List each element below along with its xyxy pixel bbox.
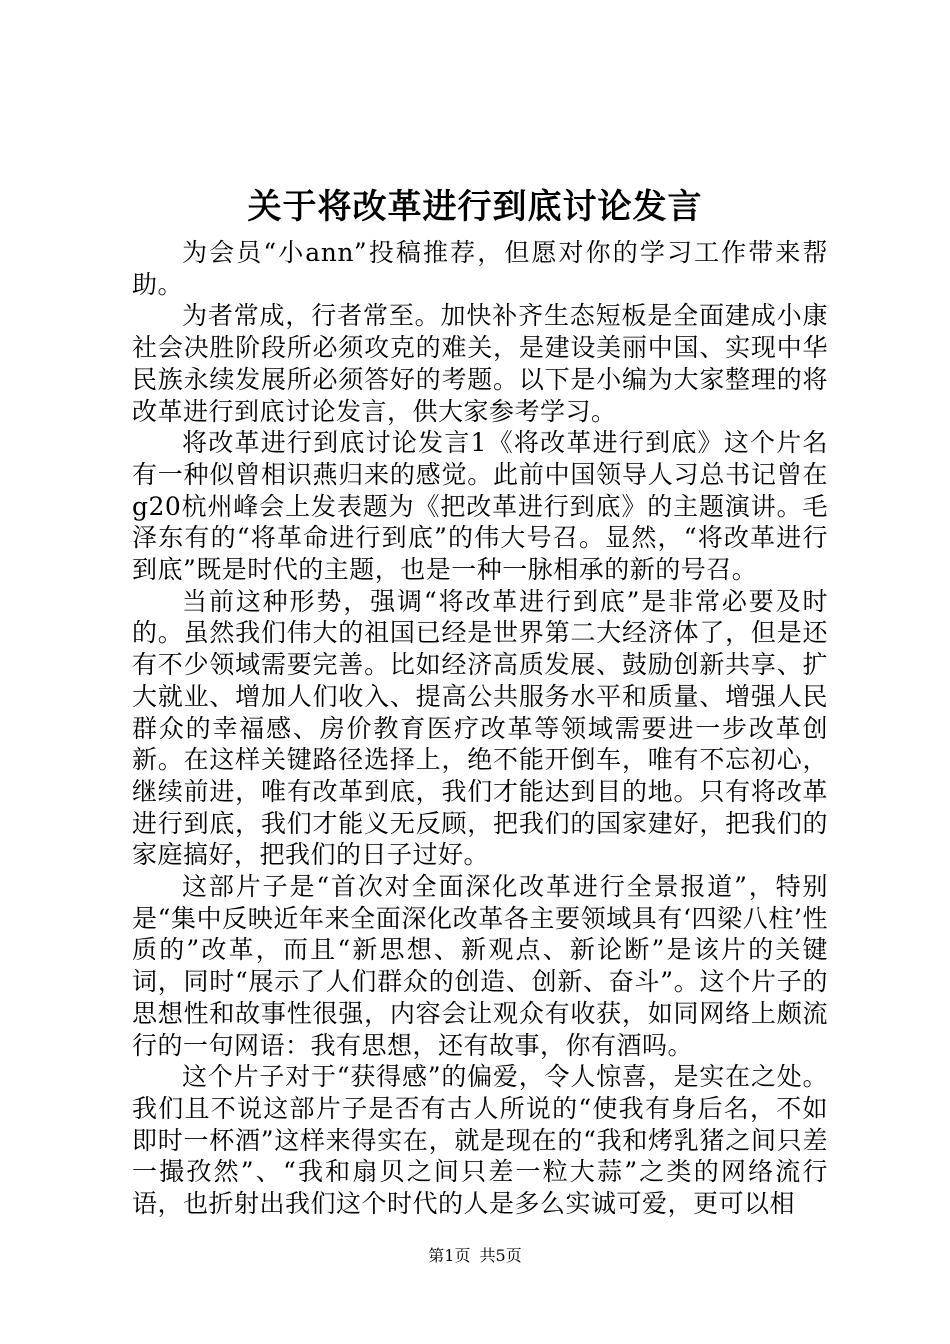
page-footer	[0, 1244, 950, 1268]
page-number: 第1页	[428, 1246, 471, 1265]
paragraph: 这个片子对于“获得感”的偏爱，令人惊喜，是实在之处。我们且不说这部片子是否有古人所说的“使我有身后名，不如即时一杯酒”这样来得实在，就是现在的“我和烤乳猪之间只差一撮孜然”、“我和扇贝之间只差一粒大蒜”之类的网络流行语，也折射出我们这个时代的人是多么实诚可爱，更可以相	[132, 1062, 828, 1219]
paragraph: 为会员“小ann”投稿推荐，但愿对你的学习工作带来帮助。	[132, 238, 828, 299]
document-title: 关于将改革进行到底讨论发言	[247, 187, 703, 227]
page-total: 共5页	[479, 1246, 522, 1265]
paragraph: 当前这种形势，强调“将改革进行到底”是非常必要及时的。虽然我们伟大的祖国已经是世界第二大经济体了，但是还有不少领域需要完善。比如经济高质发展、鼓励创新共享、扩大就业、增加人们收入、提高公共服务水平和质量、增强人民群众的幸福感、房价教育医疗改革等领域需要进一步改革创新。在这样关键路径选择上，绝不能开倒车，唯有不忘初心，继续前进，唯有改革到底，我们才能达到目的地。只有将改革进行到底，我们才能义无反顾，把我们的国家建好，把我们的家庭搞好，把我们的日子过好。	[132, 586, 828, 870]
document-body	[132, 237, 828, 1220]
paragraph: 将改革进行到底讨论发言1《将改革进行到底》这个片名有一种似曾相识燕归来的感觉。此前中国领导人习总书记曾在g20杭州峰会上发表题为《把改革进行到底》的主题演讲。毛泽东有的“将革命进行到底”的伟大号召。显然，“将改革进行到底”既是时代的主题，也是一种一脉相承的新的号召。	[132, 428, 828, 585]
paragraph: 这部片子是“首次对全面深化改革进行全景报道”，特别是“集中反映近年来全面深化改革各主要领域具有‘四梁八柱’性质的”改革，而且“新思想、新观点、新论断”是该片的关键词，同时“展示了人们群众的创造、创新、奋斗”。这个片子的思想性和故事性很强，内容会让观众有收获，如同网络上颇流行的一句网语：我有思想，还有故事，你有酒吗。	[132, 872, 828, 1060]
paragraph: 为者常成，行者常至。加快补齐生态短板是全面建成小康社会决胜阶段所必须攻克的难关，是建设美丽中国、实现中华民族永续发展所必须答好的考题。以下是小编为大家整理的将改革进行到底讨论发言，供大家参考学习。	[132, 301, 828, 426]
